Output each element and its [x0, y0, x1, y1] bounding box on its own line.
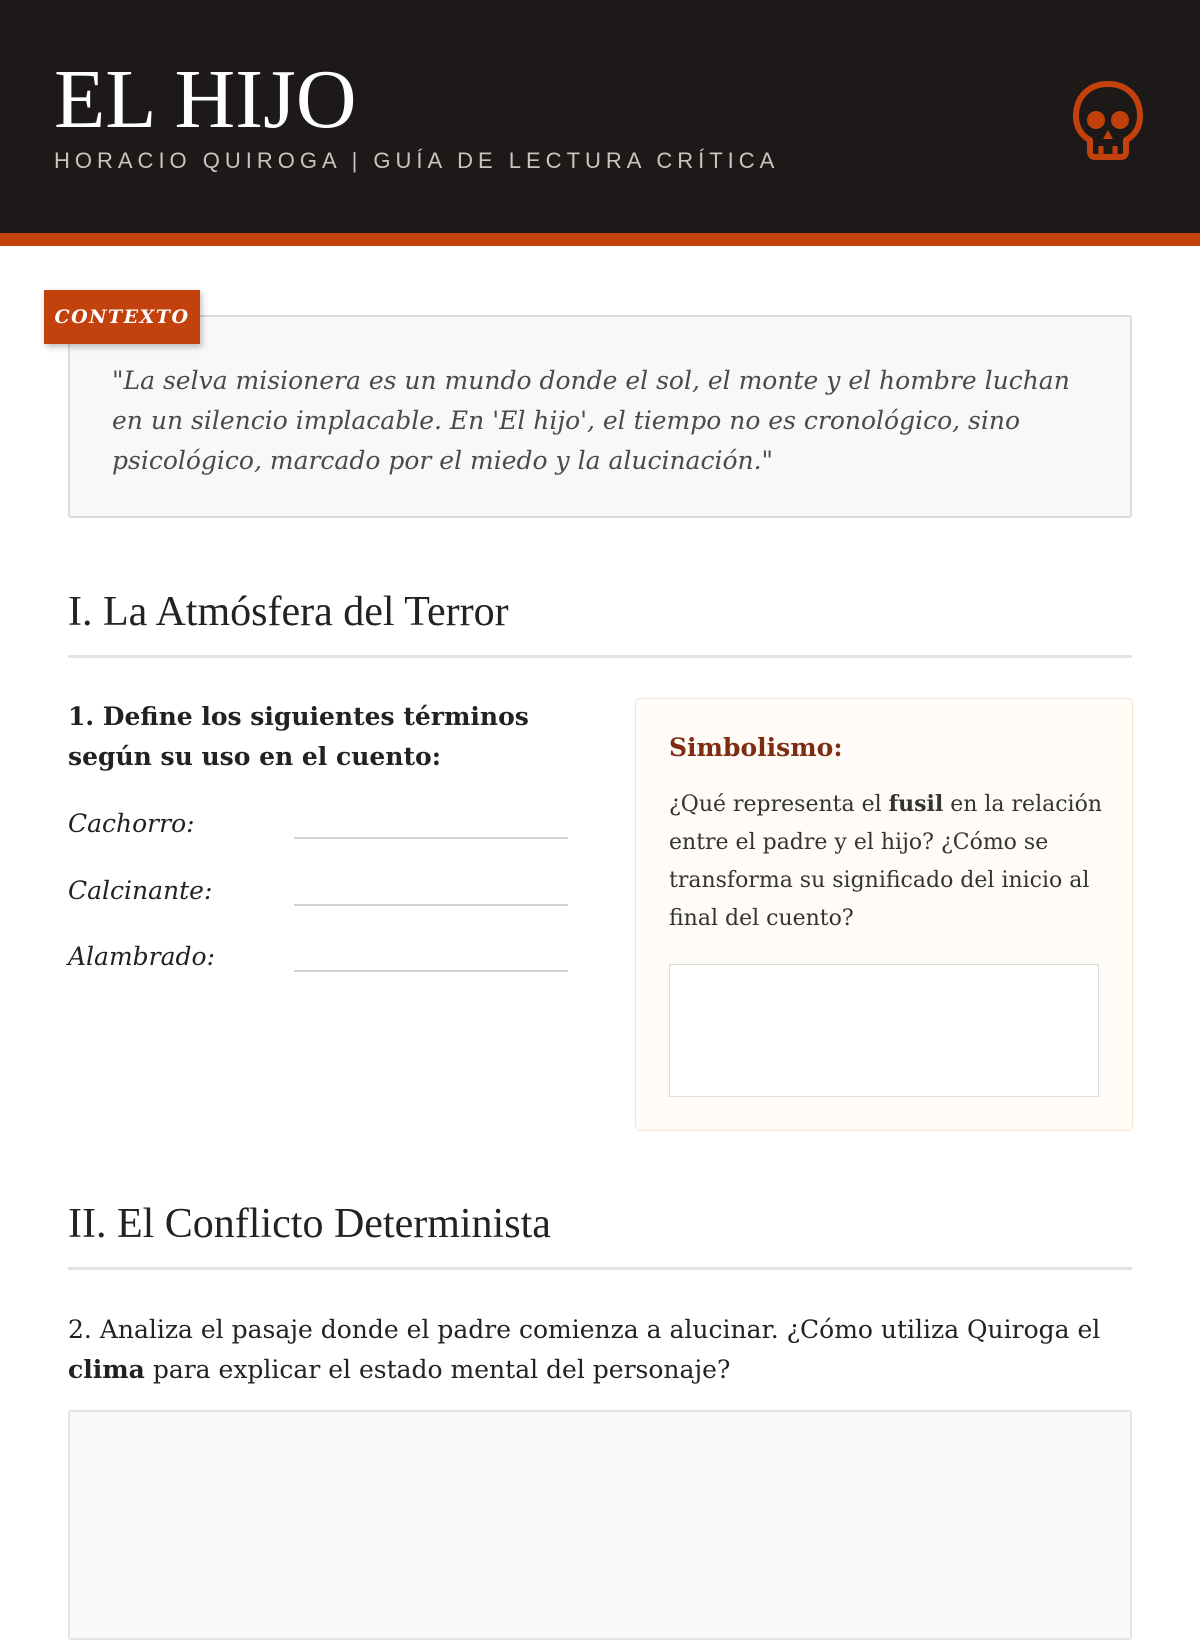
question-2-answer-box[interactable]	[68, 1410, 1132, 1640]
symbolism-box	[635, 698, 1133, 1131]
term-row-cachorro	[68, 804, 568, 852]
symbolism-answer-box[interactable]	[669, 964, 1099, 1097]
page-title: EL HIJO	[54, 53, 357, 146]
context-box	[68, 315, 1132, 518]
page-subtitle: HORACIO QUIROGA | GUÍA DE LECTURA CRÍTICA	[54, 148, 780, 173]
term-label: Alambrado:	[68, 942, 215, 971]
symbolism-question: ¿Qué representa el fusil en la relación entre el padre y el hijo? ¿Cómo se transforma su significado del inicio al final del cuento?	[669, 791, 1102, 931]
term-row-alambrado	[68, 937, 568, 985]
question-1-prompt: 1. Define los siguientes términos según su uso en el cuento:	[68, 702, 529, 771]
question-2-prompt: 2. Analiza el pasaje donde el padre comienza a alucinar. ¿Cómo utiliza Quiroga el clima para explicar el estado mental del personaje?	[68, 1315, 1101, 1384]
section-heading-conflict: II. El Conflicto Determinista	[68, 1200, 1132, 1270]
term-answer-line[interactable]	[294, 904, 568, 906]
symbolism-title: Simbolismo:	[669, 733, 843, 762]
term-label: Cachorro:	[68, 809, 195, 838]
term-label: Calcinante:	[68, 876, 213, 905]
skull-icon	[1072, 80, 1144, 160]
term-answer-line[interactable]	[294, 837, 568, 839]
term-row-calcinante	[68, 871, 568, 919]
section-heading-atmosphere: I. La Atmósfera del Terror	[68, 588, 1132, 658]
term-answer-line[interactable]	[294, 970, 568, 972]
page-header	[0, 0, 1200, 246]
context-quote: "La selva misionera es un mundo donde el sol, el monte y el hombre luchan en un silencio implacable. En 'El hijo', el tiempo no es cronológico, sino psicológico, marcado por el miedo y la alucinación."	[112, 366, 1070, 475]
context-tag: CONTEXTO	[44, 290, 200, 344]
